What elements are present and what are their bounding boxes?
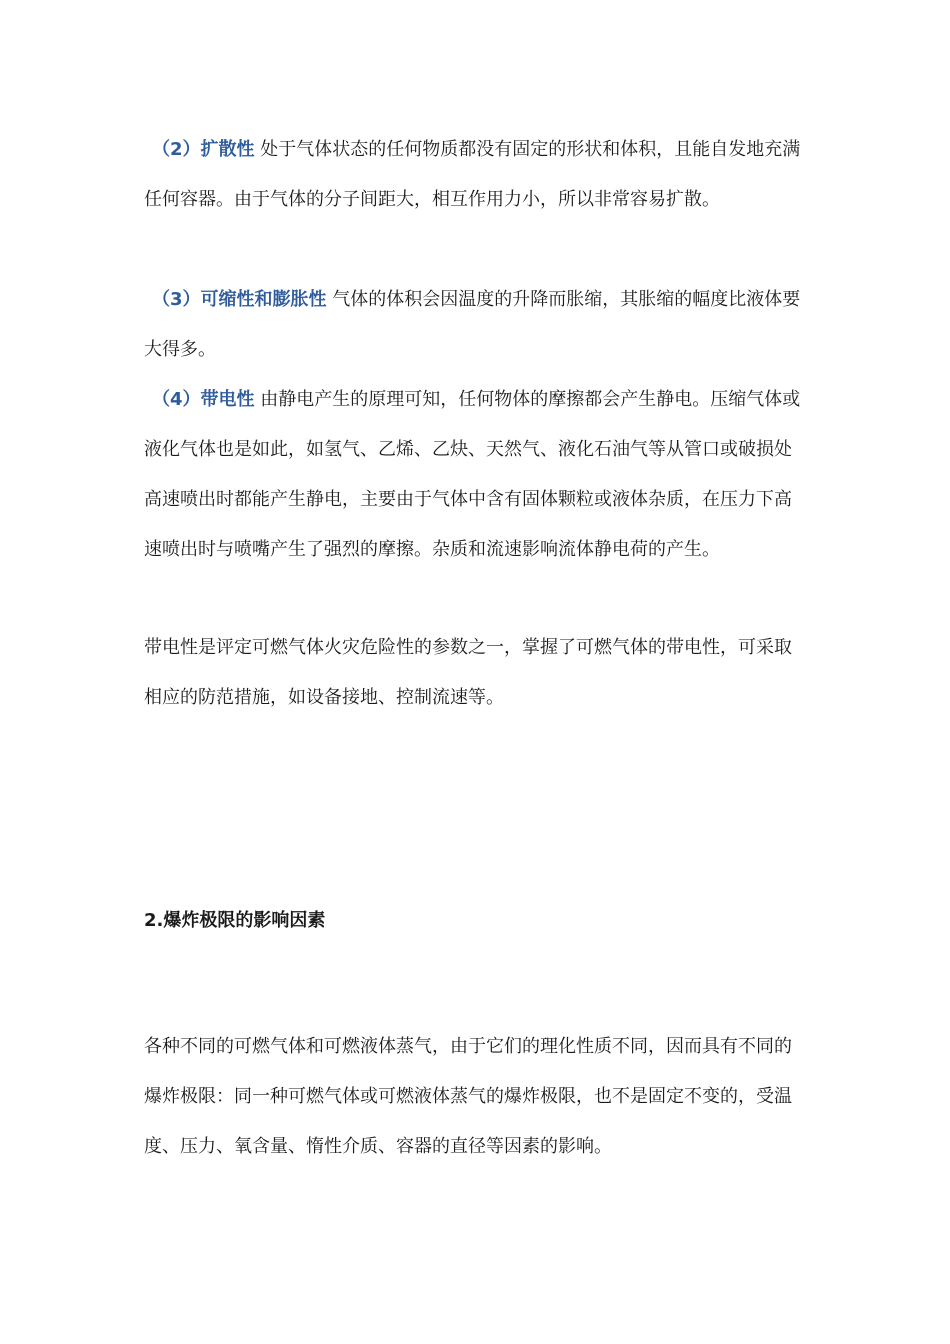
term-diffusivity: （2）扩散性 <box>152 139 255 160</box>
term-electrification: （4）带电性 <box>152 389 255 410</box>
text-diffusivity: 处于气体状态的任何物质都没有固定的形状和体积，且能自发地充满任何容器。由于气体的分子间距大，相互作用力小，所以非常容易扩散。 <box>144 139 801 210</box>
paragraph-compressibility <box>144 275 809 375</box>
paragraph-electrification <box>144 375 809 575</box>
text-compressibility: 气体的体积会因温度的升降而胀缩，其胀缩的幅度比液体要大得多。 <box>144 289 801 360</box>
term-compressibility: （3）可缩性和膨胀性 <box>152 289 327 310</box>
section-heading: 2.爆炸极限的影响因素 <box>144 910 326 931</box>
paragraph-electrification-note: 带电性是评定可燃气体火灾危险性的参数之一，掌握了可燃气体的带电性，可采取相应的防范措施，如设备接地、控制流速等。 <box>144 637 792 708</box>
paragraph-explosion-limit: 各种不同的可燃气体和可燃液体蒸气，由于它们的理化性质不同，因而具有不同的爆炸极限：同一种可燃气体或可燃液体蒸气的爆炸极限，也不是固定不变的，受温度、压力、氧含量、惰性介质、容器的直径等因素的影响。 <box>144 1036 792 1157</box>
text-electrification: 由静电产生的原理可知，任何物体的摩擦都会产生静电。压缩气体或液化气体也是如此，如氢气、乙烯、乙炔、天然气、液化石油气等从管口或破损处高速喷出时都能产生静电，主要由于气体中含有固体颗粒或液体杂质，在压力下高速喷出时与喷嘴产生了强烈的摩擦。杂质和流速影响流体静电荷的产生。 <box>144 389 801 560</box>
paragraph-diffusivity <box>144 125 809 225</box>
